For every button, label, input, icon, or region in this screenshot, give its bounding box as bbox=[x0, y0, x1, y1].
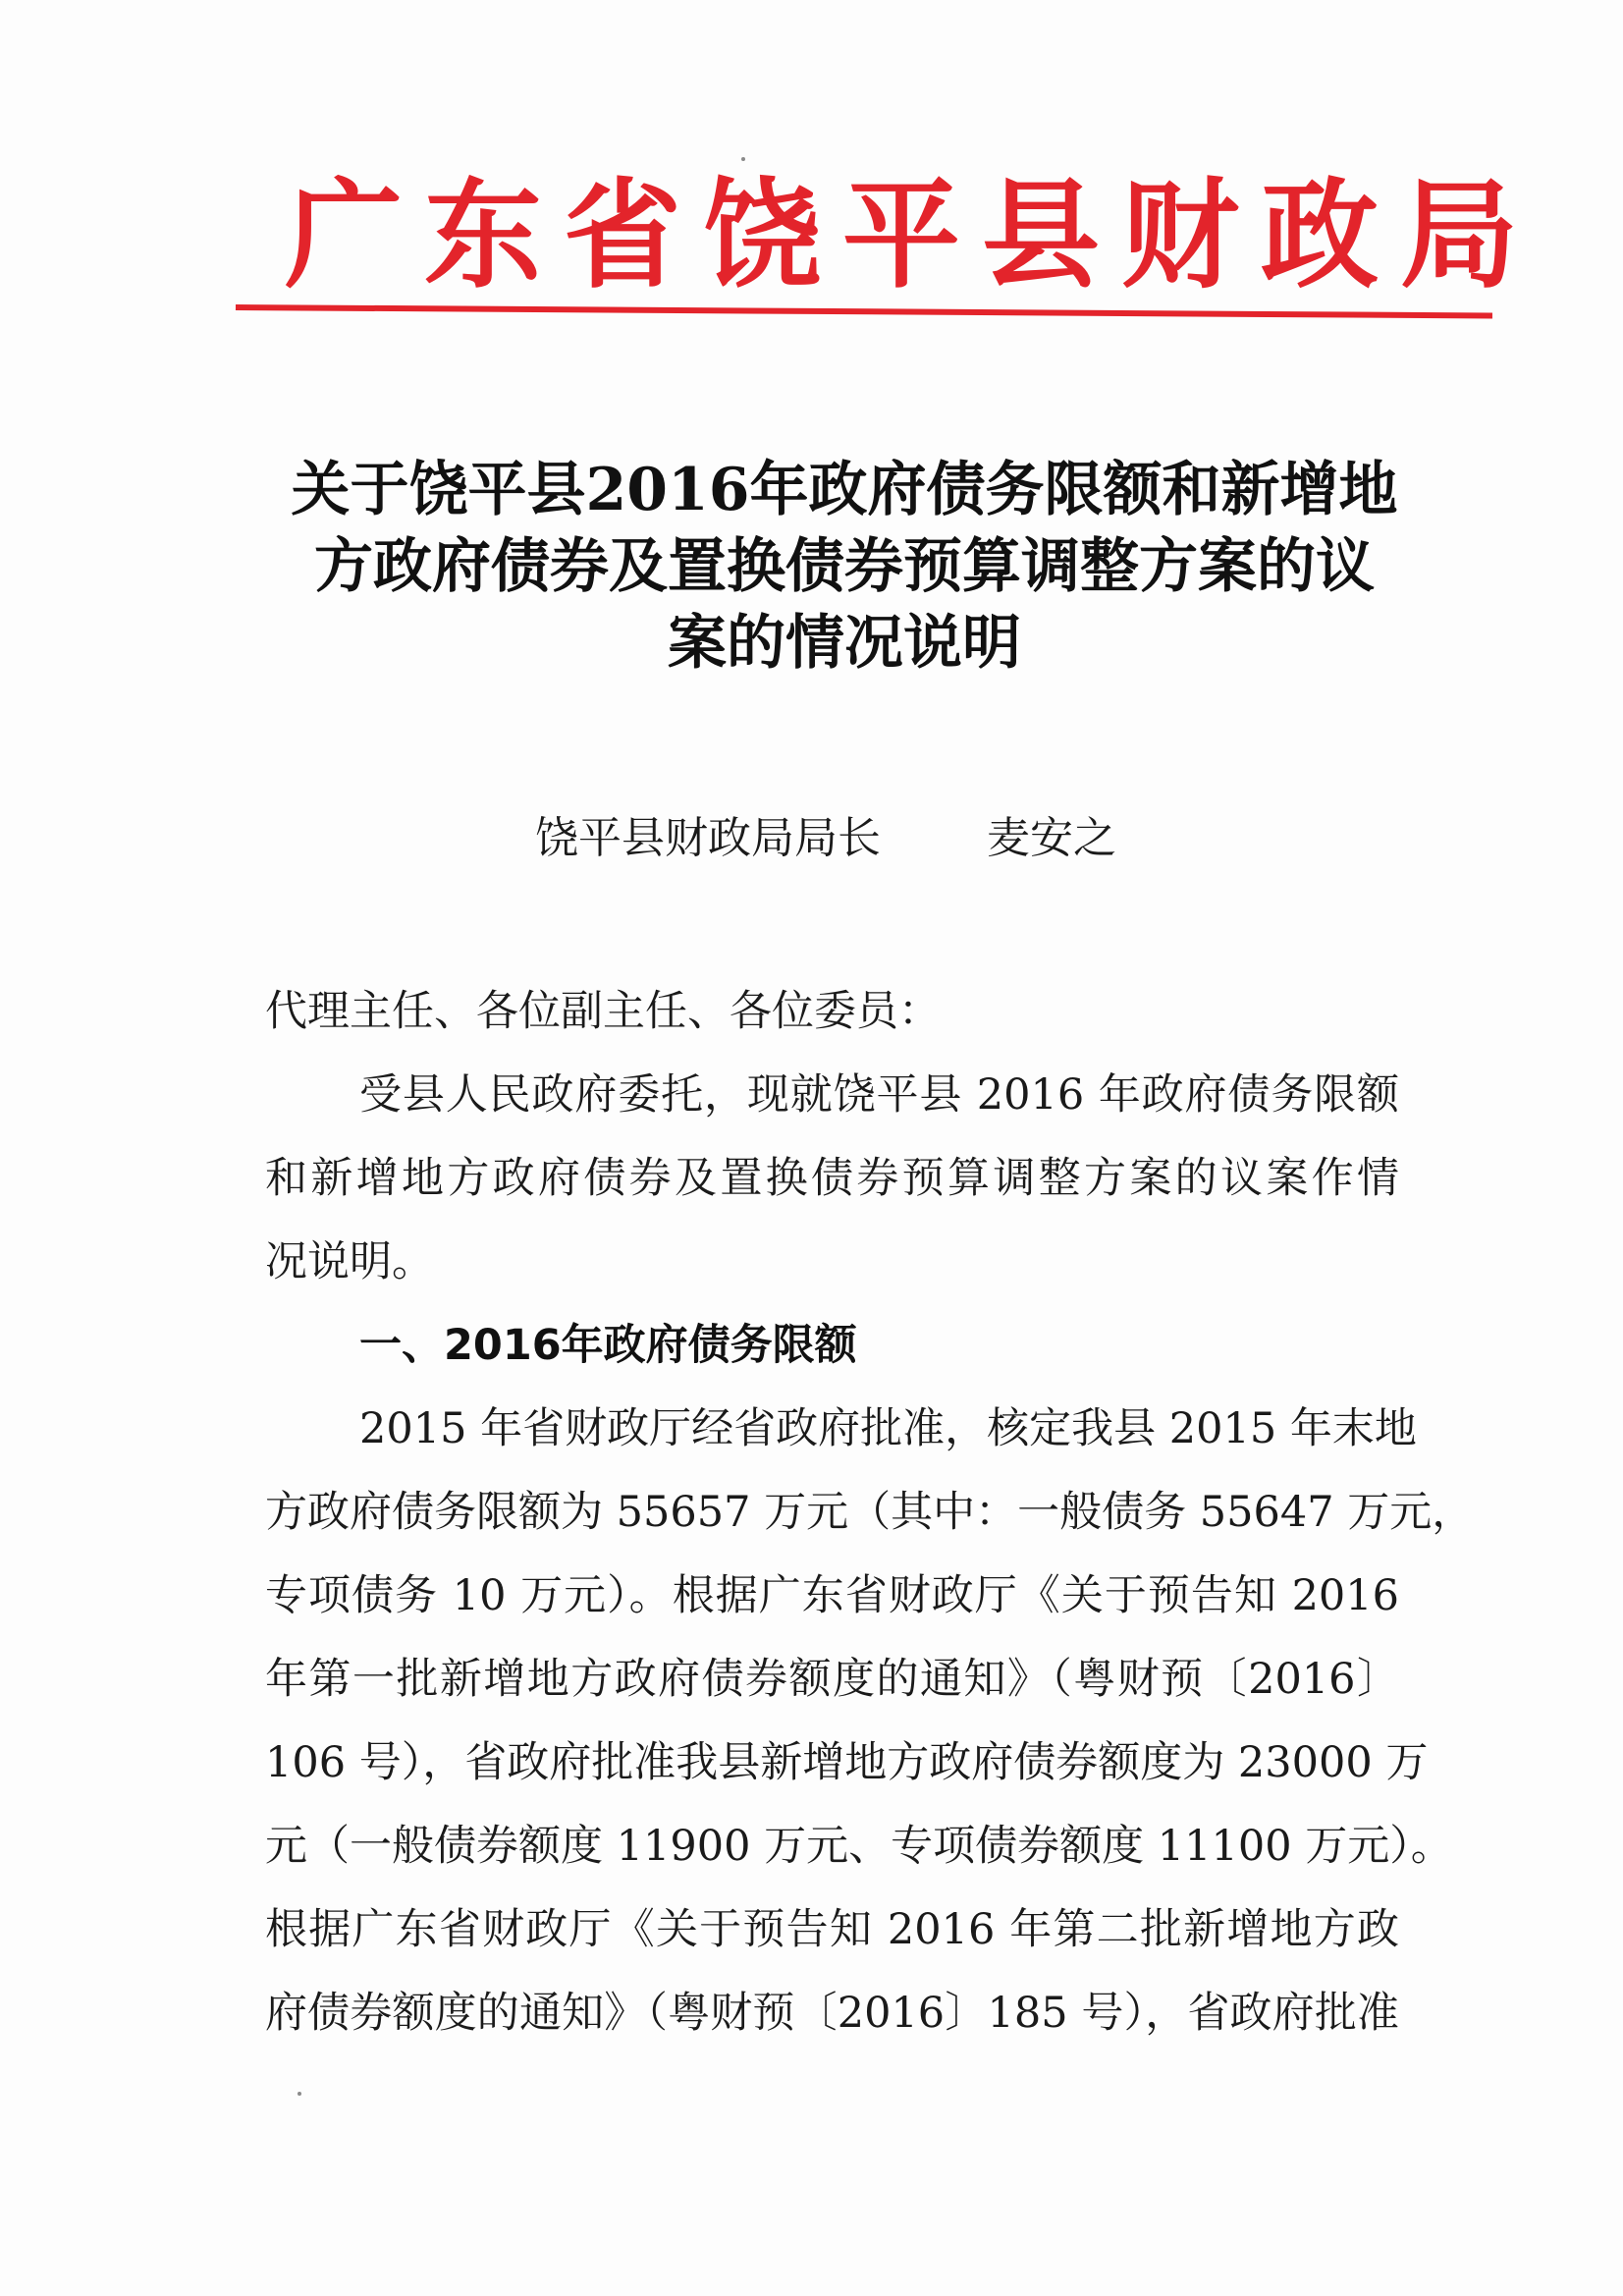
section-1-line-6: 元（一般债券额度 11900 万元、专项债券额度 11100 万元）。 bbox=[265, 1822, 1453, 1871]
letterhead-org-name: 广东省饶平县财政局 bbox=[285, 166, 1540, 304]
title-line-3: 案的情况说明 bbox=[668, 609, 1021, 678]
section-1-line-8: 府债券额度的通知》（粤财预〔2016〕185 号），省政府批准 bbox=[265, 1989, 1399, 2038]
title-line-2: 方政府债券及置换债券预算调整方案的议 bbox=[314, 532, 1375, 601]
section-1-line-5: 106 号），省政府批准我县新增地方政府债券额度为 23000 万 bbox=[265, 1738, 1429, 1787]
speaker-name: 麦安之 bbox=[987, 813, 1116, 863]
section-1-line-2: 方政府债务限额为 55657 万元（其中：一般债务 55647 万元， bbox=[265, 1488, 1475, 1537]
letterhead-red-rule bbox=[236, 304, 1492, 318]
intro-line-1: 受县人民政府委托，现就饶平县 2016 年政府债务限额 bbox=[359, 1070, 1399, 1120]
document-title bbox=[265, 452, 1424, 682]
section-1-line-1: 2015 年省财政厅经省政府批准，核定我县 2015 年末地 bbox=[359, 1404, 1417, 1453]
salutation: 代理主任、各位副主任、各位委员： bbox=[265, 987, 941, 1036]
intro-line-3: 况说明。 bbox=[265, 1237, 434, 1286]
scan-speck bbox=[298, 2092, 301, 2096]
scan-speck bbox=[741, 157, 745, 161]
intro-line-2: 和新增地方政府债券及置换债券预算调整方案的议案作情 bbox=[265, 1154, 1399, 1203]
section-1-line-7: 根据广东省财政厅《关于预告知 2016 年第二批新增地方政 bbox=[265, 1905, 1399, 1954]
title-line-1: 关于饶平县2016年政府债务限额和新增地 bbox=[291, 456, 1398, 524]
speaker-title: 饶平县财政局局长 bbox=[535, 813, 881, 863]
section-1-line-3: 专项债务 10 万元）。根据广东省财政厅《关于预告知 2016 bbox=[265, 1571, 1399, 1620]
section-1-line-4: 年第一批新增地方政府债券额度的通知》（粤财预〔2016〕 bbox=[265, 1655, 1399, 1704]
speaker-byline bbox=[535, 809, 1116, 868]
section-1-heading: 一、2016年政府债务限额 bbox=[359, 1321, 857, 1370]
